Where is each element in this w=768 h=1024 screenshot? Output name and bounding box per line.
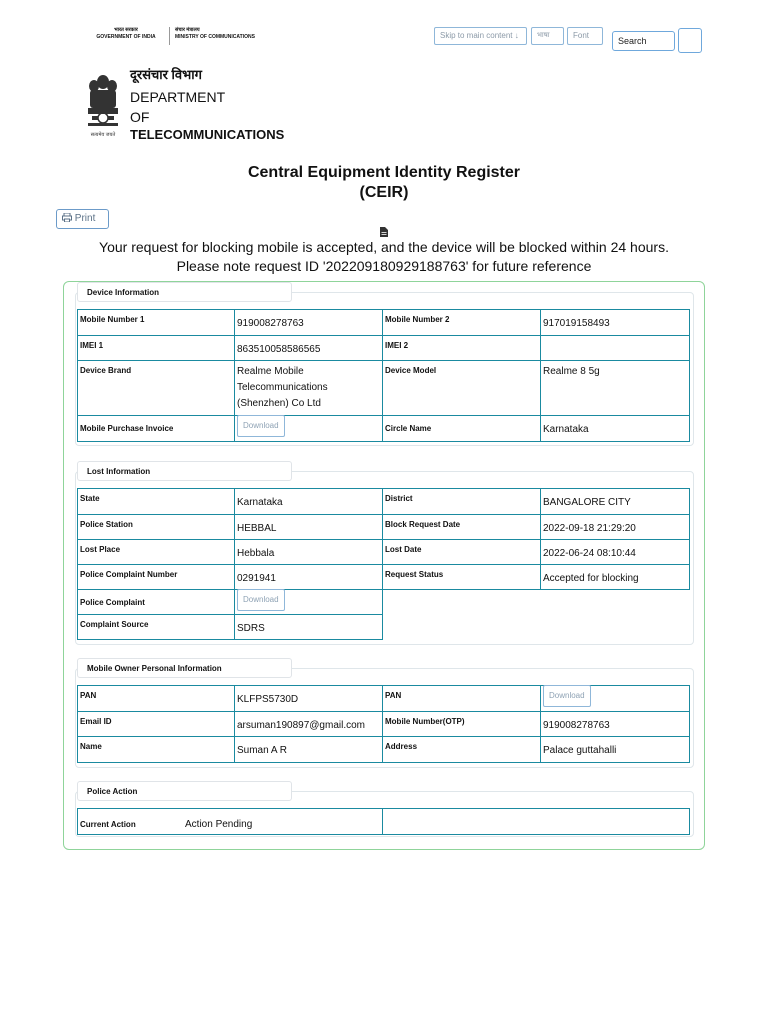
otp-number-label: Mobile Number(OTP) xyxy=(383,712,541,737)
table-row xyxy=(78,540,690,565)
gov-hi-text: भारत सरकार xyxy=(114,27,138,33)
current-action-cell xyxy=(78,809,383,835)
state-label: State xyxy=(78,489,235,515)
font-label: Font xyxy=(573,31,590,40)
complaint-number-label: Police Complaint Number xyxy=(78,565,235,590)
imei1-label: IMEI 1 xyxy=(78,336,235,361)
language-button[interactable] xyxy=(531,27,564,45)
current-action-value: Action Pending xyxy=(185,819,253,830)
empty-cell xyxy=(383,590,690,615)
dept-name-line2: OF xyxy=(130,109,150,125)
header-divider xyxy=(169,27,170,45)
table-row xyxy=(78,310,690,336)
request-status-label: Request Status xyxy=(383,565,541,590)
table-row xyxy=(78,565,690,590)
current-action-label: Current Action xyxy=(80,820,136,829)
address-value: Palace guttahalli xyxy=(541,737,690,763)
lost-date-label: Lost Date xyxy=(383,540,541,565)
police-complaint-cell xyxy=(235,590,383,615)
arrow-down-icon: ↓ xyxy=(514,31,519,40)
skip-to-main-link[interactable] xyxy=(434,27,527,45)
table-row xyxy=(78,590,690,615)
otp-number-value: 919008278763 xyxy=(541,712,690,737)
imei2-label: IMEI 2 xyxy=(383,336,541,361)
dept-name-line3: TELECOMMUNICATIONS xyxy=(130,127,285,142)
font-size-button[interactable] xyxy=(567,27,603,45)
table-row xyxy=(78,416,690,442)
confirmation-message: Your request for blocking mobile is accepted, and the device will be blocked within 24 hours. xyxy=(99,239,669,255)
page-title-line2: (CEIR) xyxy=(359,184,409,201)
request-status-value: Accepted for blocking xyxy=(541,565,690,590)
owner-info-table xyxy=(77,685,690,763)
lost-info-table xyxy=(77,488,690,640)
search-input[interactable] xyxy=(612,31,675,51)
imei2-value xyxy=(541,336,690,361)
brand-value: Realme Mobile Telecommunications (Shenzhen) Co Ltd xyxy=(235,361,383,416)
print-button[interactable] xyxy=(56,209,109,229)
device-info-legend: Device Information xyxy=(77,282,292,302)
table-row xyxy=(78,515,690,540)
empty-cell xyxy=(383,809,690,835)
name-label: Name xyxy=(78,737,235,763)
print-label: Print xyxy=(74,213,96,224)
dept-name-hindi: दूरसंचार विभाग xyxy=(130,67,202,82)
mobile1-value: 919008278763 xyxy=(235,310,383,336)
print-icon xyxy=(62,213,72,222)
invoice-download-button[interactable]: Download xyxy=(237,415,285,437)
table-row xyxy=(78,361,690,416)
mobile2-label: Mobile Number 2 xyxy=(383,310,541,336)
table-row xyxy=(78,686,690,712)
dept-name-line1: DEPARTMENT xyxy=(130,89,226,105)
document-icon xyxy=(380,227,388,237)
lost-info-legend: Lost Information xyxy=(77,461,292,481)
block-date-label: Block Request Date xyxy=(383,515,541,540)
district-value: BANGALORE CITY xyxy=(541,489,690,515)
name-value: Suman A R xyxy=(235,737,383,763)
pan-download-button[interactable]: Download xyxy=(543,685,591,707)
complaint-number-value: 0291941 xyxy=(235,565,383,590)
police-station-value: HEBBAL xyxy=(235,515,383,540)
email-label: Email ID xyxy=(78,712,235,737)
state-value: Karnataka xyxy=(235,489,383,515)
gov-en-text: GOVERNMENT OF INDIA xyxy=(96,34,156,40)
empty-cell xyxy=(383,615,690,640)
police-action-table xyxy=(77,808,690,835)
table-row xyxy=(78,489,690,515)
table-row xyxy=(78,737,690,763)
model-label: Device Model xyxy=(383,361,541,416)
complaint-source-value: SDRS xyxy=(235,615,383,640)
circle-label: Circle Name xyxy=(383,416,541,442)
complaint-download-button[interactable]: Download xyxy=(237,589,285,611)
ministry-en-text: MINISTRY OF COMMUNICATIONS xyxy=(175,34,255,40)
national-emblem-icon xyxy=(82,72,124,142)
pan-download-cell xyxy=(541,686,690,712)
owner-info-legend: Mobile Owner Personal Information xyxy=(77,658,292,678)
mobile1-label: Mobile Number 1 xyxy=(78,310,235,336)
police-complaint-label: Police Complaint xyxy=(78,590,235,615)
table-row xyxy=(78,615,690,640)
request-id-message: Please note request ID '202209180929188763' for future reference xyxy=(176,258,592,274)
page-title xyxy=(0,163,768,203)
complaint-source-label: Complaint Source xyxy=(78,615,235,640)
brand-label: Device Brand xyxy=(78,361,235,416)
lost-date-value: 2022-06-24 08:10:44 xyxy=(541,540,690,565)
emblem-caption: सत्यमेव जयते xyxy=(90,132,116,138)
imei1-value: 863510058586565 xyxy=(235,336,383,361)
skip-link-text: Skip to main content xyxy=(440,31,513,40)
model-value: Realme 8 5g xyxy=(541,361,690,416)
table-row xyxy=(78,809,690,835)
pan-value: KLFPS5730D xyxy=(235,686,383,712)
gov-of-india-label xyxy=(88,27,164,41)
lost-place-label: Lost Place xyxy=(78,540,235,565)
ministry-hi-text: संचार मंत्रालय xyxy=(175,27,200,33)
table-row xyxy=(78,336,690,361)
device-info-table xyxy=(77,309,690,442)
address-label: Address xyxy=(383,737,541,763)
circle-value: Karnataka xyxy=(541,416,690,442)
page-title-line1: Central Equipment Identity Register xyxy=(247,164,521,181)
block-date-value: 2022-09-18 21:29:20 xyxy=(541,515,690,540)
email-value: arsuman190897@gmail.com xyxy=(235,712,383,737)
pan2-label: PAN xyxy=(383,686,541,712)
district-label: District xyxy=(383,489,541,515)
lost-place-value: Hebbala xyxy=(235,540,383,565)
pan-label: PAN xyxy=(78,686,235,712)
table-row xyxy=(78,712,690,737)
invoice-cell xyxy=(235,416,383,442)
invoice-label: Mobile Purchase Invoice xyxy=(78,416,235,442)
police-action-legend: Police Action xyxy=(77,781,292,801)
ministry-label xyxy=(175,27,255,41)
police-station-label: Police Station xyxy=(78,515,235,540)
language-label: भाषा xyxy=(537,32,550,39)
mobile2-value: 917019158493 xyxy=(541,310,690,336)
search-button[interactable] xyxy=(678,28,702,53)
